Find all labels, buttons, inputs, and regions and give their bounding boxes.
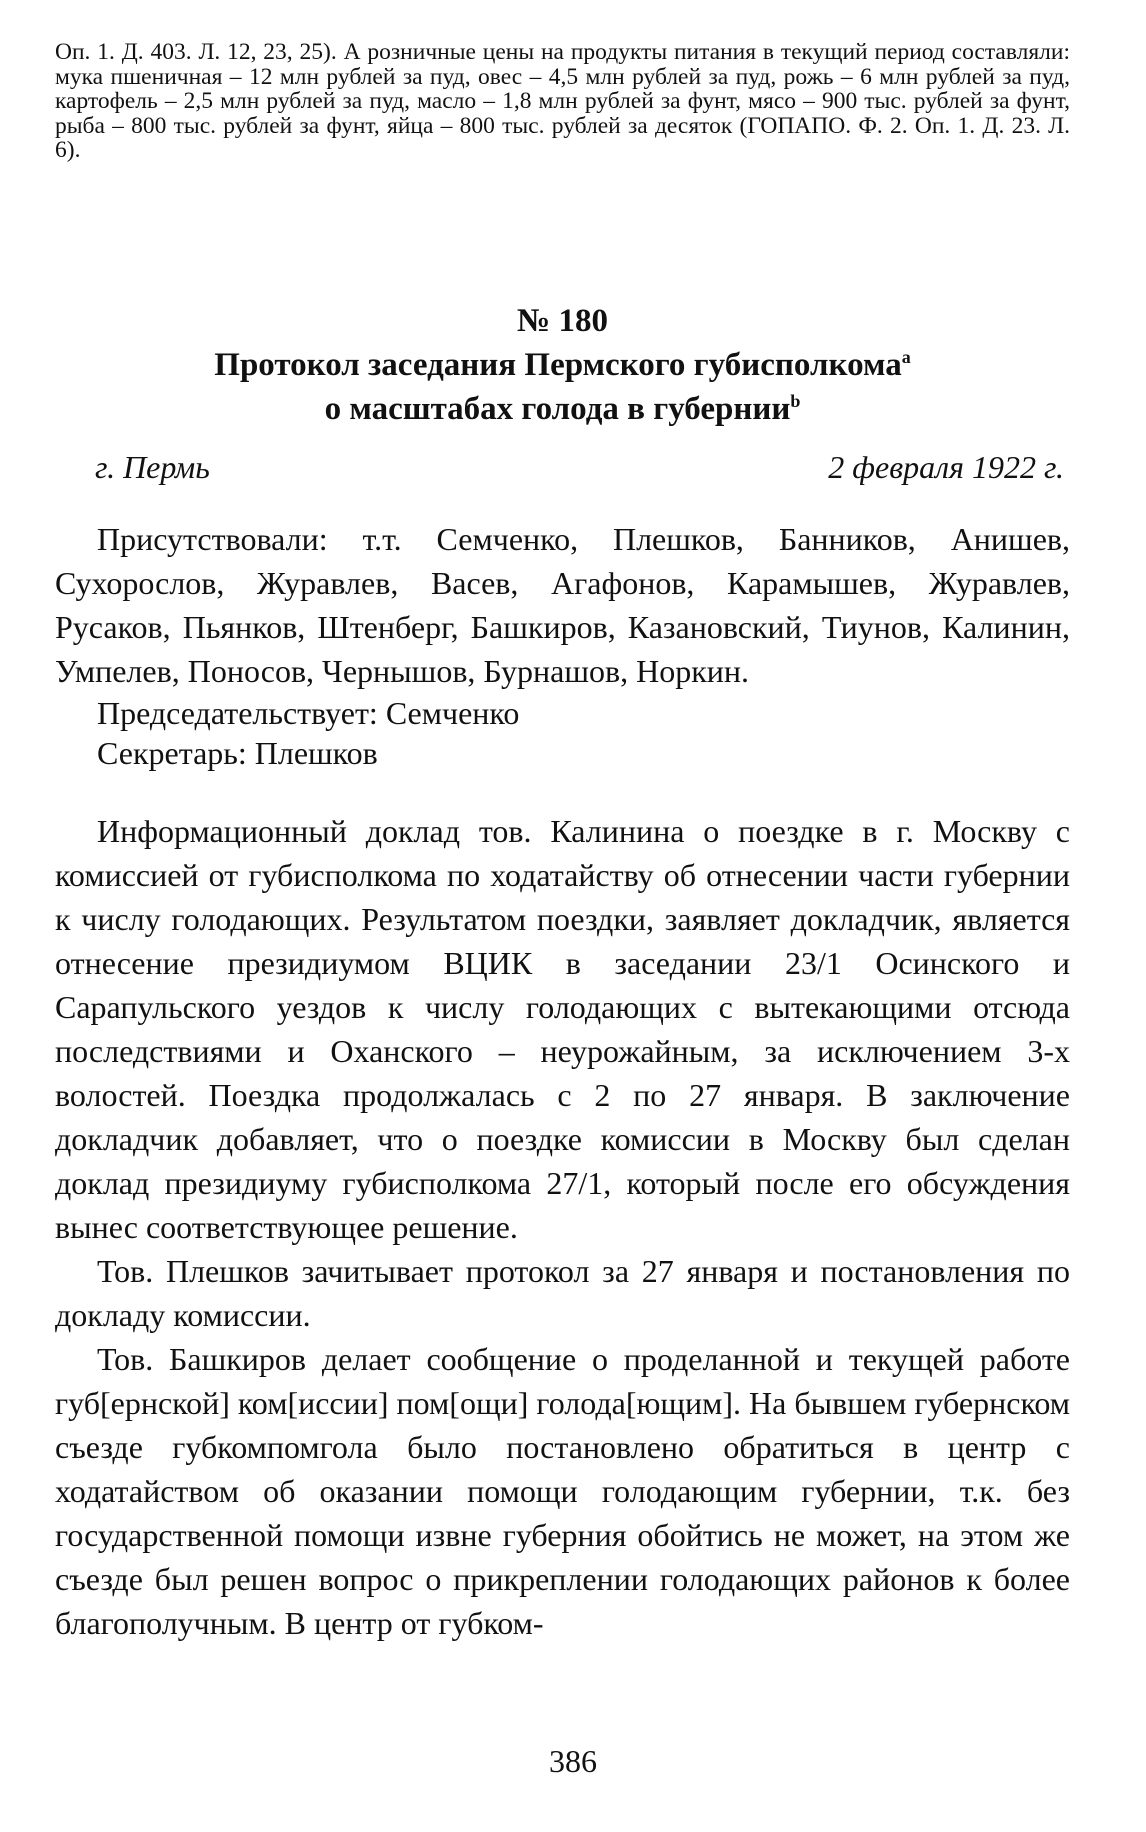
title-line-2-text: о масштабах голода в губернии xyxy=(324,390,791,427)
place-date-line xyxy=(55,447,1070,487)
document-heading xyxy=(55,299,1070,431)
attendees-paragraph: Присутствовали: т.т. Семченко, Плешков, Банников, Анишев, Сухорослов, Журавлев, Васев, Агафонов, Карамышев, Журавлев, Русаков, Пьянков, Штенберг, Башкиров, Казановский, Тиунов, Калинин, Умпелев, Поносов, Чернышов, Бурнашов, Норкин. xyxy=(55,520,1070,689)
paragraph-bashkirov: Тов. Башкиров делает сообщение о проделанной и текущей работе губ[ернской] ком[иссии] пом[ощи] голода[ющим]. На бывшем губернском съезде губкомпомгола было постановлено обратиться в центр с ходатайством об оказании помощи голодающим губернии, т.к. без государственной помощи извне губерния обойтись не может, на этом же съезде был решен вопрос о прикреплении голодающих районов к более благополучным. В центр от губком- xyxy=(55,1340,1070,1641)
document-title-line-2 xyxy=(55,387,1070,431)
title-line-1-text: Протокол заседания Пермского губисполкома xyxy=(214,346,902,383)
footnote-mark-b: b xyxy=(790,390,801,411)
paragraph-report: Информационный доклад тов. Калинина о поездке в г. Москву с комиссией от губисполкома по ходатайству об отнесении части губернии к числу голодающих. Результатом поездки, заявляет докладчик, является отнесение президиумом ВЦИК в заседании 23/1 Осинского и Сарапульского уездов к числу голодающих с вытекающими отсюда последствиями и Оханского – неурожайным, за исключением 3-х волостей. Поездка продолжалась с 2 по 27 января. В заключение докладчик добавляет, что о поездке комиссии в Москву был сделан доклад президиуму губисполкома 27/1, который после его обсуждения вынес соответствующее решение. xyxy=(55,812,1070,1245)
document-page xyxy=(55,40,1070,1645)
paragraph-pleshkov: Тов. Плешков зачитывает протокол за 27 января и постановления по докладу комиссии. xyxy=(55,1252,1070,1333)
footnote-mark-a: a xyxy=(901,346,911,367)
document-number: № 180 xyxy=(517,302,608,339)
document-title-line-1 xyxy=(55,343,1070,387)
document-date: 2 февраля 1922 г. xyxy=(828,448,1064,485)
document-place: г. Пермь xyxy=(95,448,210,485)
footnote-text: Оп. 1. Д. 403. Л. 12, 23, 25). А розничные цены на продукты питания в текущий период составляли: мука пшеничная – 12 млн рублей за пуд, овес – 4,5 млн рублей за пуд, рожь – 6 млн рублей за пуд, картофель – 2,5 млн рублей за пуд, масло – 1,8 млн рублей за фунт, мясо – 900 тыс. рублей за фунт, рыба – 800 тыс. рублей за фунт, яйца – 800 тыс. рублей за десяток (ГОПАПО. Ф. 2. Оп. 1. Д. 23. Л. 6). xyxy=(55,39,1070,164)
chair-line: Председательствует: Семченко xyxy=(97,694,520,731)
secretary-line: Секретарь: Плешков xyxy=(97,734,378,771)
page-number: 386 xyxy=(549,1743,597,1779)
